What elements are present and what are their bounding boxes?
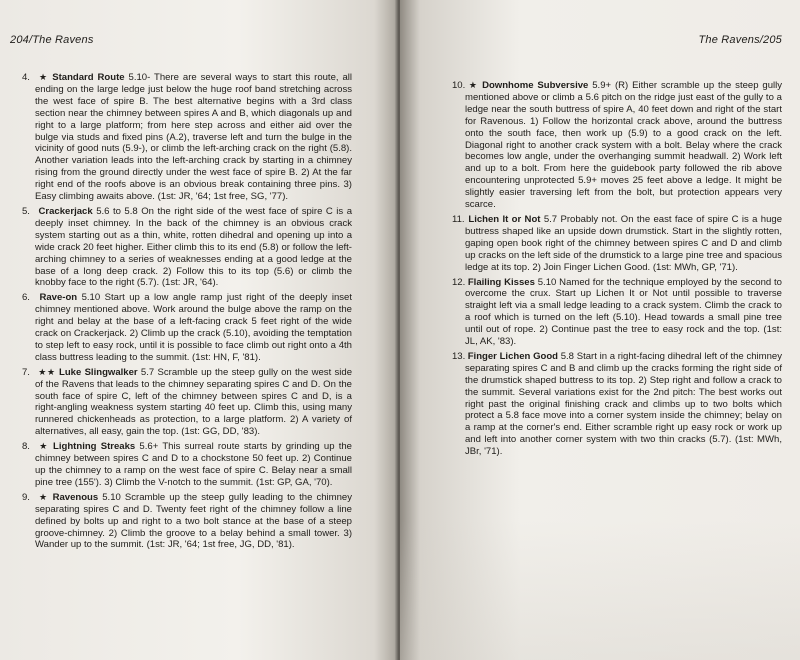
- route-10: [452, 80, 782, 211]
- route-name: Standard Route: [52, 72, 125, 83]
- route-11: [452, 214, 782, 274]
- route-name: Lichen It or Not: [468, 213, 541, 225]
- route-grade: 5.8: [560, 350, 574, 362]
- route-8: [22, 441, 352, 489]
- route-number: 8.: [22, 441, 30, 453]
- route-name: Crackerjack: [38, 205, 93, 217]
- route-name: Luke Slingwalker: [59, 366, 138, 378]
- route-grade: 5.9+ (R): [592, 80, 629, 91]
- route-grade: 5.6+: [139, 441, 159, 453]
- route-name: Ravenous: [52, 491, 99, 503]
- route-number: 6.: [22, 292, 30, 304]
- star-rating: ★: [468, 80, 479, 90]
- route-description: Start up a low angle ramp just right of the deeply inset chimney mentioned above. Work around the bulge above the ramp on the right and belay at the base of a left-facing crack 5 feet right of the wide crack on Crackerjack. 2) Climb up the crack (5.10), avoiding the temptation to step left to easy rock, until it is possible to face climb out right onto a 4th class buttress leading to the summit. (1st: HN, F, '81).: [35, 292, 353, 363]
- route-description: There are several ways to start this route, all ending on the large ledge just below the huge roof band stretching across the west face of spire B. The best alternative begins with a 3rd class section near the chimney between spires A and B, which diagonals up and right to a large platform; from here step across and either aid over the bulge via studs and fixed pins (A.2), traverse left and turn the bulge in the vicinity of good nuts (5.9-), or climb the left-arching crack on the right (5.8). Another variation leads into the left-arching crack by starting in a chimney rising from the ground directly under the west face of spire B. 2) At the far right end of the roofs above is an obvious break containing three pins. 3) Easy climbing awaits above. (1st: JR, '64; 1st free, SG, '77).: [35, 72, 353, 203]
- route-number: 9.: [22, 491, 30, 503]
- route-description: Probably not. On the east face of spire C is a huge buttress shaped like an upside down drumstick. Start in the slightly rotten, gaping open book right of the chimney between spires C and D and climb up cracks on the left side of the drumstick to a large pine tree and spacious ledge at its top. 2) Join Finger Lichen Good. (1st: MWh, GP, '71).: [465, 213, 783, 273]
- route-9: [22, 492, 352, 552]
- route-number: 7.: [22, 366, 30, 378]
- route-description: Either scramble up the steep gully mentioned above or climb a 5.6 pitch on the ridge just east of the gully to a ledge near the south buttress of spire A, 40 feet down and right of the start for Ravenous. 1) Follow the horizontal crack above, around the buttress onto the south face, then work up (5.9) to a good crack on the left. Diagonal right to another crack system with a bolt. Belay where the crack becomes low angle, under the overhanging summit headwall. 2) Work left and up to a bolt. From here the guidebook party followed the rib above encountering unprotected 5.9+ moves 25 feet above a ledge. It might be slightly easier traversing left from the bolt, but protection appears very scarce.: [465, 80, 783, 211]
- left-page-header: 204/The Ravens: [10, 34, 94, 46]
- route-grade: 5.10: [81, 292, 101, 304]
- route-name: Finger Lichen Good: [467, 350, 558, 362]
- route-name: Lightning Streaks: [53, 441, 136, 453]
- route-7: [22, 367, 352, 438]
- route-5: [22, 206, 352, 289]
- route-4: [22, 72, 352, 203]
- route-description: On the right side of the west face of spire C is a deeply inset chimney. In the back of the chimney is an obvious crack system starting out as a thin, white, rotten dihedral and opening up into a wide crack 20 feet higher. Either climb this to its end (5.8) or follow the left-arching chimney to a series of weaknesses ending at a good ledge at the base of a long deep crack. 2) Follow this to its top (5.6) or climb the knobby face to the right (5.7). (1st: JR, '64).: [35, 205, 353, 289]
- route-number: 10.: [452, 80, 466, 91]
- right-route-list: [452, 80, 782, 461]
- route-description: This surreal route starts by grinding up the chimney between spires C and D to a chockstone 50 feet up. 2) Continue up the chimney to a ramp on the west face of spire C. Belay near a small pine tree (155'). 3) Climb the V-notch to the summit. (1st: GP, GA, '70).: [35, 441, 352, 488]
- route-number: 11.: [452, 213, 465, 225]
- route-name: Downhome Subversive: [482, 80, 589, 91]
- route-description: Named for the technique employed by the second to overcome the crux. Start up Lichen It or Not until possible to traverse straight left via a small ledge leading to a crack system. Climb the crack to a roof which is turned on the left (5.10). Head towards a small pine tree until out of rope. 2) Continue past the tree to easy rock and the top. (1st: JL, AK, '83).: [465, 276, 782, 348]
- left-route-list: [22, 72, 352, 554]
- star-rating: ★: [39, 491, 49, 502]
- route-grade: 5.10: [537, 276, 557, 288]
- route-name: Rave-on: [39, 292, 78, 304]
- route-grade: 5.7: [543, 213, 558, 225]
- route-number: 12.: [452, 276, 466, 288]
- route-number: 13.: [452, 350, 466, 362]
- route-description: Start in a right-facing dihedral left of the chimney separating spires C and B and climb up the cracks forming the right side of the drumstick shaped buttress to its top. 2) Step right and follow a crack to the summit. Several variations exist for the 2nd pitch: The best works out right past the original finishing crack and climbs up to two bolts which protect a 5.8 face move into a corner system inside the chimney; belay on a ramp at the corner's end. Either scramble right up easy rock or work up and left into another corner system with two thin cracks (5.7). (1st: MWh, JBr, '71).: [465, 350, 783, 458]
- route-number: 5.: [22, 205, 30, 217]
- route-6: [22, 292, 352, 363]
- route-13: [452, 351, 782, 458]
- star-rating: ★: [39, 441, 49, 452]
- right-page: [400, 0, 800, 660]
- star-rating: ★: [38, 72, 49, 82]
- star-rating: ★★: [38, 366, 56, 377]
- right-page-header: The Ravens/205: [698, 34, 782, 46]
- route-grade: 5.10-: [128, 72, 151, 83]
- route-name: Flailing Kisses: [467, 276, 535, 288]
- route-12: [452, 277, 782, 348]
- route-description: Scramble up the steep gully on the west side of the Ravens that leads to the chimney separating spires C and D. On the south face of spire C, left of the chimney between spires C and D, is a right-angling weakness system starting 40 feet up. Climb this, using many runnered chickenheads as protection, to a large platform. 2) A variety of alternatives, all easy, gain the top. (1st: GG, DD, '83).: [35, 366, 353, 438]
- route-number: 4.: [22, 72, 30, 83]
- route-description: Scramble up the steep gully leading to the chimney separating spires C and D. Twenty feet right of the chimney follow a line defined by bolts up and right to a two bolt stance at the base of a steep groove-chimney. 2) Climb the groove to a belay behind a small tower. 3) Wander up to the summit. (1st: JR, '64; 1st free, JG, DD, '81).: [35, 491, 352, 551]
- left-page: [0, 0, 398, 660]
- route-grade: 5.7: [140, 366, 155, 378]
- route-grade: 5.6 to 5.8: [96, 205, 138, 217]
- route-grade: 5.10: [102, 491, 121, 503]
